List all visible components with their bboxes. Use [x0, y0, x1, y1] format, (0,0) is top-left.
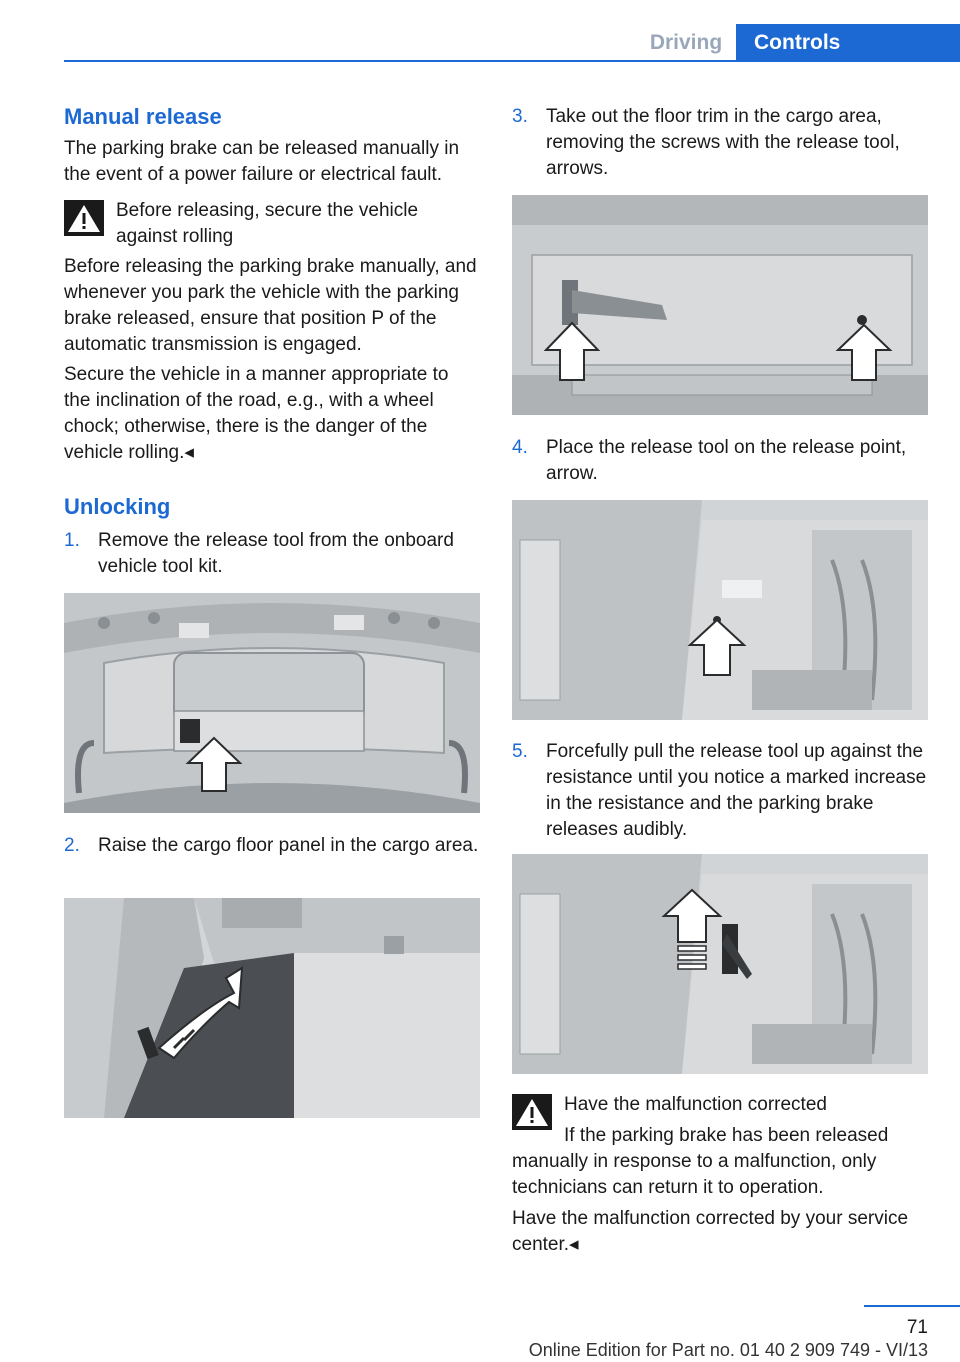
warning-paragraph-2: Have the malfunction corrected by your service center.◂	[512, 1208, 909, 1255]
header-tab-driving[interactable]: Driving	[649, 31, 723, 54]
warning-paragraph-2: Secure the vehicle in a manner appropriate to the inclination of the road, e.g., with a wheel chock; otherwise, there is the danger of the vehicle rolling.◂	[64, 364, 449, 463]
step-number: 5.	[512, 741, 528, 762]
step-text: Place the release tool on the release point, arrow.	[546, 437, 907, 484]
step-text: Remove the release tool from the onboard vehicle tool kit.	[98, 530, 454, 577]
step-number: 1.	[64, 530, 80, 551]
page-number: 71	[906, 1317, 928, 1338]
step-text: Forcefully pull the release tool up against the resistance until you notice a marked increase in the resistance and the parking brake releases audibly.	[546, 741, 927, 840]
footer-edition: Online Edition for Part no. 01 40 2 909 749 - VI/13	[528, 1340, 928, 1360]
photo-pull-release-tool	[512, 854, 928, 1074]
step-number: 3.	[512, 106, 528, 127]
warning-title: Before releasing, secure the vehicle against rolling	[116, 200, 419, 247]
step-text: Raise the cargo floor panel in the cargo area.	[98, 835, 479, 856]
photo-release-point	[512, 500, 928, 720]
step-text: Take out the floor trim in the cargo area, removing the screws with the release tool, arrows.	[546, 106, 900, 179]
header-divider	[64, 60, 960, 62]
photo-trunk-lid-tool-kit	[64, 593, 480, 813]
page-header	[0, 0, 960, 62]
step-number: 4.	[512, 437, 528, 458]
section-title-manual-release: Manual release	[64, 104, 222, 129]
header-tab-controls[interactable]: Controls	[736, 24, 960, 62]
footer-divider	[864, 1305, 960, 1307]
warning-title: Have the malfunction corrected	[564, 1094, 827, 1115]
step-number: 2.	[64, 835, 80, 856]
section-title-unlocking: Unlocking	[64, 494, 171, 519]
warning-paragraph-1: Before releasing the parking brake manually, and whenever you park the vehicle with the parking brake released, ensure that position P of the automatic transmission is engaged.	[64, 256, 477, 355]
intro-text: The parking brake can be released manually in the event of a power failure or electrical fault.	[64, 138, 460, 185]
photo-floor-trim-screws	[512, 195, 928, 415]
warning-paragraph-1: If the parking brake has been released manually in response to a malfunction, only technicians can return it to operation.	[512, 1125, 889, 1198]
photo-cargo-floor-panel	[64, 898, 480, 1118]
warning-triangle-icon	[64, 200, 104, 236]
